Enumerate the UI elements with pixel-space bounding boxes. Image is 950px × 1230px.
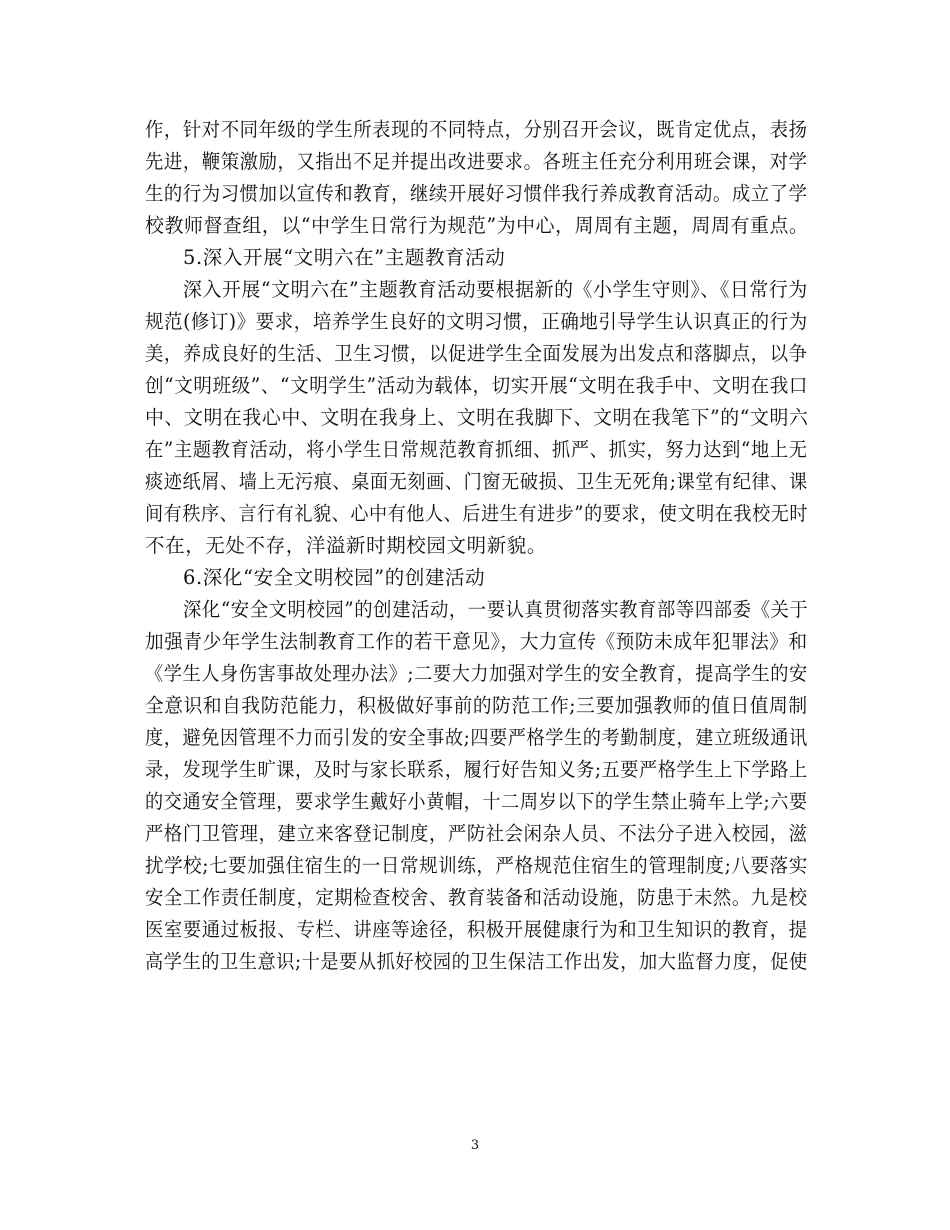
paragraph-line: 美，养成良好的生活、卫生习惯，以促进学生全面发展为出发点和落脚点，以争 (145, 342, 808, 365)
paragraph-line: 安全工作责任制度，定期检查校舍、教育装备和活动设施，防患于未然。九是校 (145, 886, 808, 909)
paragraph-line: 不在，无处不存，洋溢新时期校园文明新貌。 (145, 534, 548, 557)
paragraph-line: 《学生人身伤害事故处理办法》;二要大力加强对学生的安全教育，提高学生的安 (145, 662, 808, 685)
section-heading: 5.深入开展“文明六在”主题教育活动 (183, 246, 506, 269)
paragraph-line: 创“文明班级”、“文明学生”活动为载体，切实开展“文明在我手中、文明在我口 (145, 374, 809, 397)
paragraph-line: 高学生的卫生意识;十是要从抓好校园的卫生保洁工作出发，加大监督力度，促使 (145, 950, 808, 973)
paragraph-line: 全意识和自我防范能力，积极做好事前的防范工作;三要加强教师的值日值周制 (145, 694, 808, 717)
section-heading: 6.深化“安全文明校园”的创建活动 (183, 566, 486, 589)
paragraph-line: 录，发现学生旷课，及时与家长联系，履行好告知义务;五要严格学生上下学路上 (145, 758, 808, 781)
page-number: 3 (470, 1138, 480, 1153)
paragraph-line: 中、文明在我心中、文明在我身上、文明在我脚下、文明在我笔下”的“文明六 (145, 406, 809, 429)
paragraph-line: 的交通安全管理，要求学生戴好小黄帽，十二周岁以下的学生禁止骑车上学;六要 (145, 790, 808, 813)
paragraph-line: 先进，鞭策激励，又指出不足并提出改进要求。各班主任充分利用班会课，对学 (145, 150, 808, 173)
paragraph-line: 间有秩序、言行有礼貌、心中有他人、后进生有进步”的要求，使文明在我校无时 (145, 502, 809, 525)
paragraph-line: 在”主题教育活动，将小学生日常规范教育抓细、抓严、抓实，努力达到“地上无 (145, 438, 808, 461)
paragraph-line: 深入开展“文明六在”主题教育活动要根据新的《小学生守则》、《日常行为 (183, 278, 808, 301)
paragraph-line: 扰学校;七要加强住宿生的一日常规训练，严格规范住宿生的管理制度;八要落实 (145, 854, 808, 877)
paragraph-line: 加强青少年学生法制教育工作的若干意见》，大力宣传《预防未成年犯罪法》和 (145, 630, 808, 653)
paragraph-line: 作，针对不同年级的学生所表现的不同特点，分别召开会议，既肯定优点，表扬 (145, 118, 808, 141)
paragraph-line: 度，避免因管理不力而引发的安全事故;四要严格学生的考勤制度，建立班级通讯 (145, 726, 808, 749)
paragraph-line: 生的行为习惯加以宣传和教育，继续开展好习惯伴我行养成教育活动。成立了学 (145, 182, 808, 205)
paragraph-line: 严格门卫管理，建立来客登记制度，严防社会闲杂人员、不法分子进入校园，滋 (145, 822, 808, 845)
paragraph-line: 校教师督查组，以“中学生日常行为规范”为中心，周周有主题，周周有重点。 (145, 214, 809, 237)
paragraph-line: 痰迹纸屑、墙上无污痕、桌面无刻画、门窗无破损、卫生无死角;课堂有纪律、课 (145, 470, 808, 493)
paragraph-line: 深化“安全文明校园”的创建活动，一要认真贯彻落实教育部等四部委《关于 (183, 598, 809, 621)
paragraph-line: 医室要通过板报、专栏、讲座等途径，积极开展健康行为和卫生知识的教育，提 (145, 918, 808, 941)
paragraph-line: 规范(修订)》要求，培养学生良好的文明习惯，正确地引导学生认识真正的行为 (145, 310, 808, 333)
